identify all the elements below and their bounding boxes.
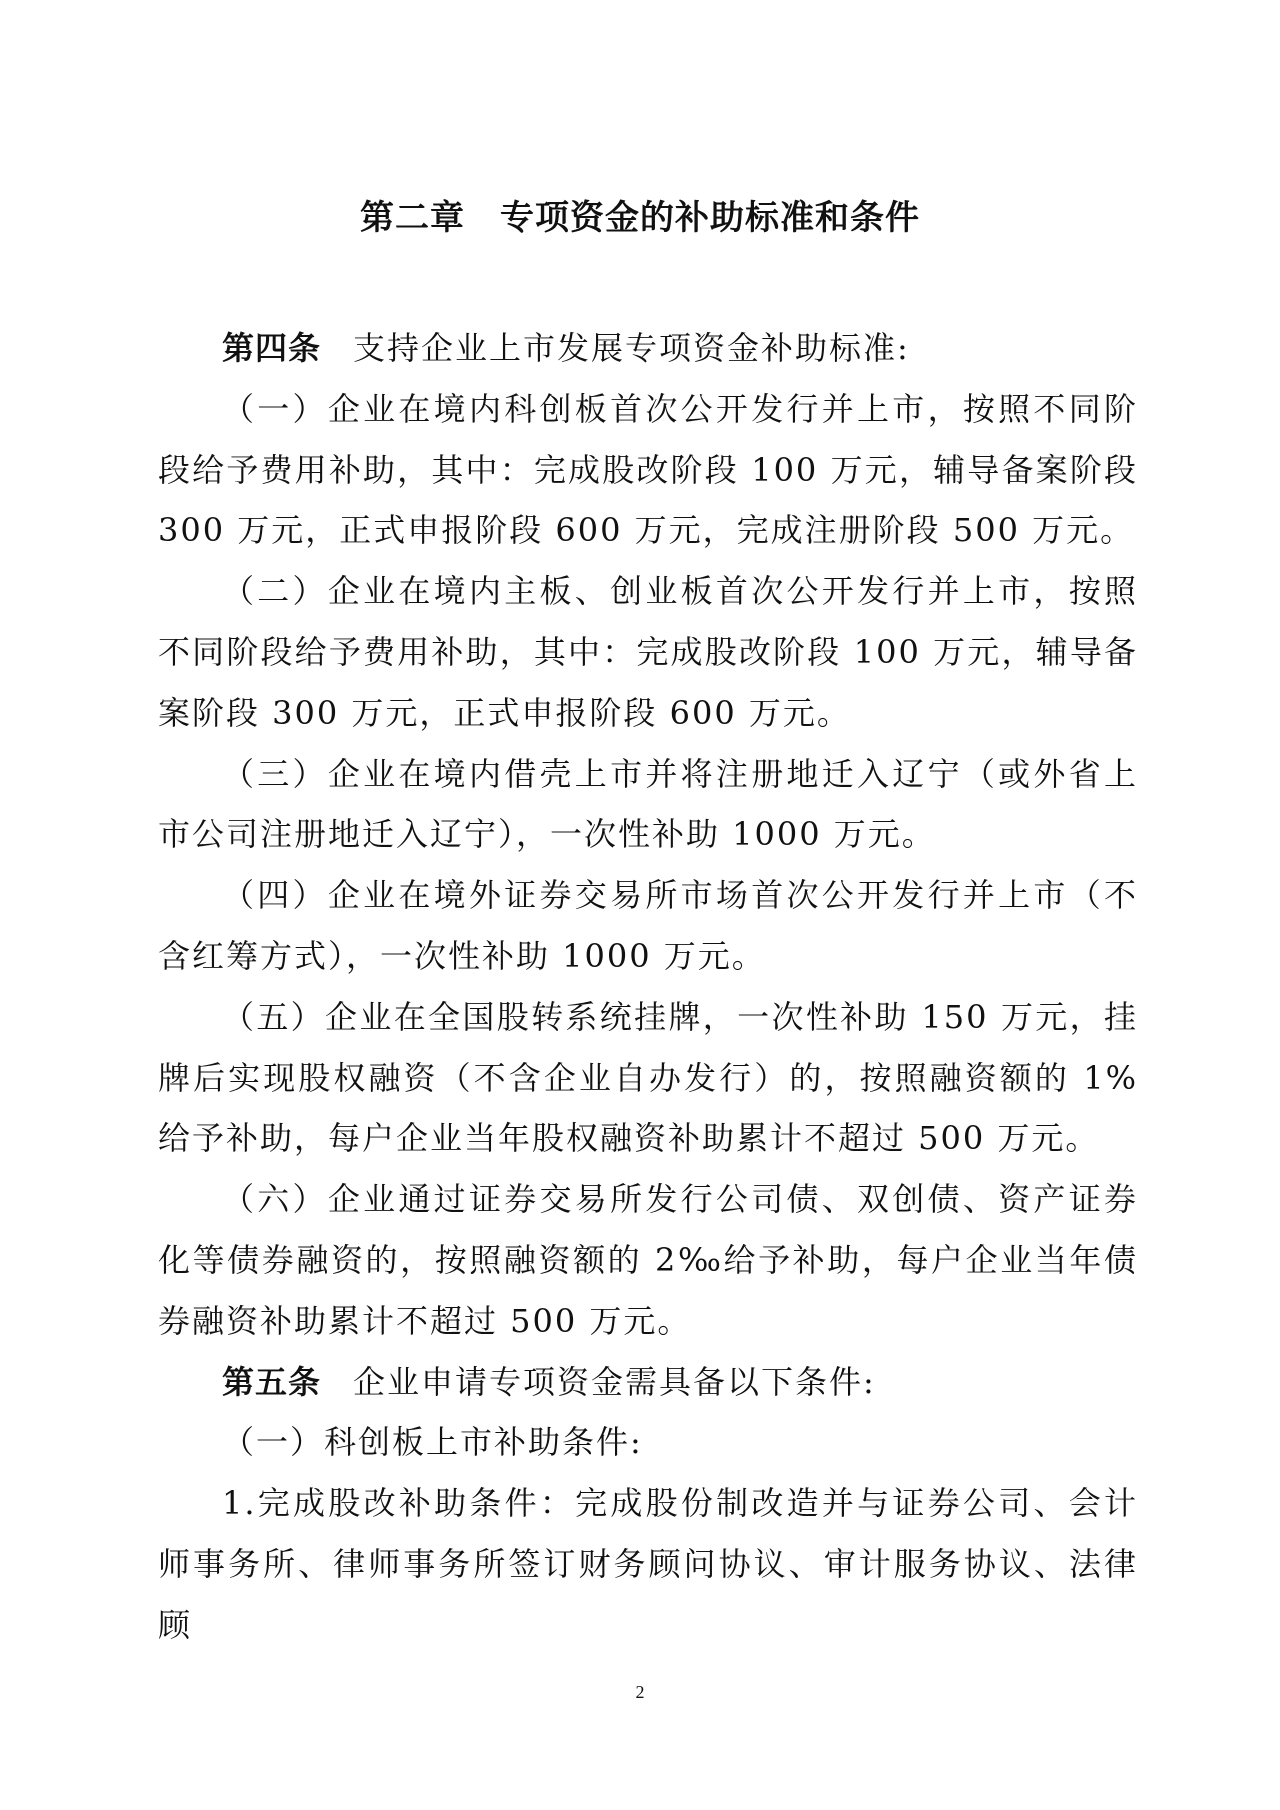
page-number: 2: [635, 1682, 645, 1702]
article-4-item-6: （六）企业通过证券交易所发行公司债、双创债、资产证券化等债券融资的，按照融资额的 2‰给予补助，每户企业当年债券融资补助累计不超过 500 万元。: [158, 1180, 1138, 1340]
chapter-title: 第二章 专项资金的补助标准和条件: [360, 198, 920, 238]
document-body: [158, 318, 1138, 1656]
article-4-item-1: （一）企业在境内科创板首次公开发行并上市，按照不同阶段给予费用补助，其中：完成股改阶段 100 万元，辅导备案阶段 300 万元，正式申报阶段 600 万元，完成注册阶段 500 万元。: [158, 389, 1138, 550]
article-5-item-1: （一）科创板上市补助条件:: [222, 1423, 643, 1462]
article-4-item-4: （四）企业在境外证券交易所市场首次公开发行并上市（不含红筹方式），一次性补助 1000 万元。: [158, 876, 1138, 975]
article-4-item-5: （五）企业在全国股转系统挂牌，一次性补助 150 万元，挂牌后实现股权融资（不含企业自办发行）的，按照融资额的 1%给予补助，每户企业当年股权融资补助累计不超过 500 万元。: [158, 997, 1138, 1158]
article-5-label: 第五条: [222, 1362, 322, 1401]
article-4-item-2: （二）企业在境内主板、创业板首次公开发行并上市，按照不同阶段给予费用补助，其中：完成股改阶段 100 万元，辅导备案阶段 300 万元，正式申报阶段 600 万元。: [158, 572, 1138, 732]
article-5-item-2: 1.完成股改补助条件：完成股份制改造并与证券公司、会计师事务所、律师事务所签订财务顾问协议、审计服务协议、法律顾: [158, 1484, 1138, 1644]
article-5-heading: [158, 1352, 1138, 1413]
article-4-item-3: （三）企业在境内借壳上市并将注册地迁入辽宁（或外省上市公司注册地迁入辽宁），一次性补助 1000 万元。: [158, 754, 1138, 854]
article-5-intro: 企业申请专项资金需具备以下条件:: [353, 1362, 876, 1401]
article-4-heading: [158, 318, 1138, 379]
article-4-intro: 支持企业上市发展专项资金补助标准:: [353, 329, 910, 367]
article-4-label: 第四条: [222, 329, 322, 367]
